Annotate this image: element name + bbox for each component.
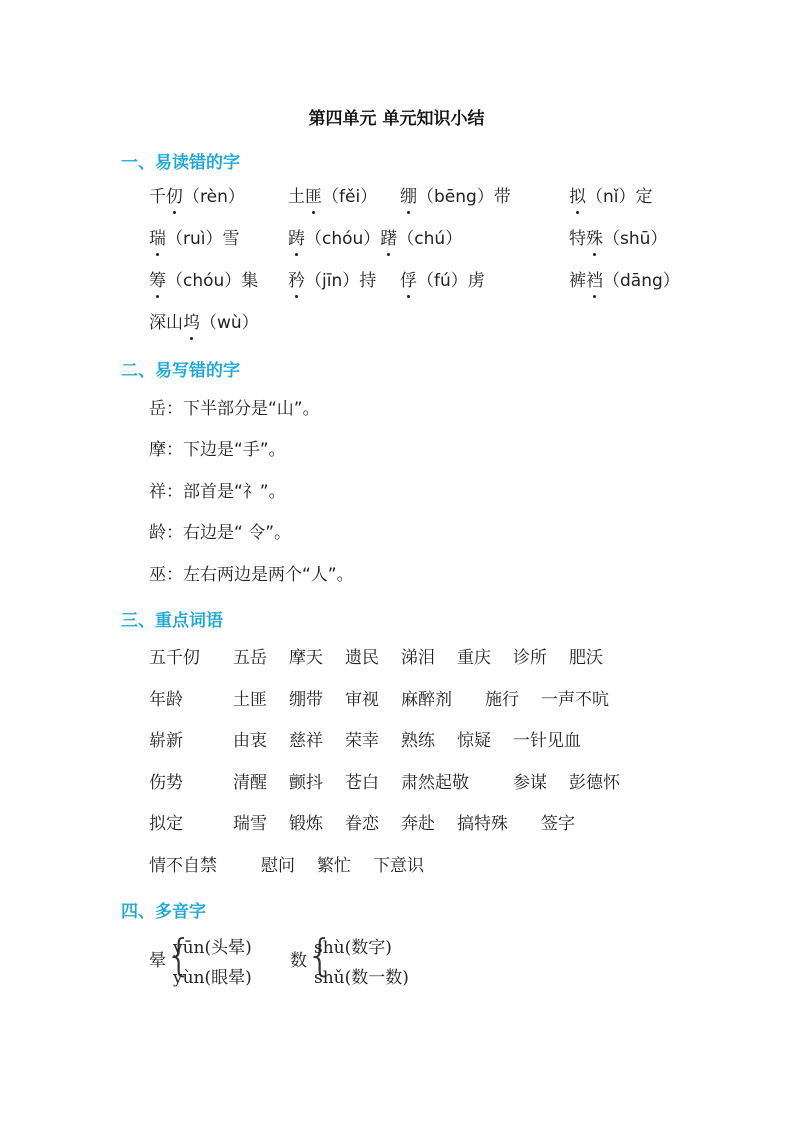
- word: 繁忙: [317, 856, 351, 876]
- word: 一针见血: [513, 731, 581, 751]
- word: 年龄: [149, 690, 183, 710]
- word: 颤抖: [289, 773, 323, 793]
- word: 搞特殊: [457, 814, 508, 834]
- word: 下意识: [373, 856, 424, 876]
- reading-item: 土匪（fěi）: [288, 187, 378, 207]
- polyphone-char: 晕: [149, 951, 166, 971]
- word: 慰问: [261, 856, 295, 876]
- word: 参谋: [513, 773, 547, 793]
- word: 惊疑: [457, 731, 491, 751]
- reading-item: 俘（fú）虏: [400, 271, 485, 291]
- word: 绷带: [289, 690, 323, 710]
- word: 情不自禁: [149, 856, 217, 876]
- brace: {: [165, 930, 193, 981]
- word: 苍白: [345, 773, 379, 793]
- polyphone-char: 数: [290, 951, 307, 971]
- word: 签字: [541, 814, 575, 834]
- word: 清醒: [233, 773, 267, 793]
- section-heading-words: 三、重点词语: [121, 611, 223, 631]
- writing-item: 巫：左右两边是两个“人”。: [149, 565, 354, 585]
- writing-item: 摩：下边是“手”。: [149, 440, 286, 460]
- word: 熟练: [401, 731, 435, 751]
- brace: {: [306, 930, 334, 981]
- word: 摩天: [289, 648, 323, 668]
- reading-item: 筹（chóu）集: [149, 271, 259, 291]
- reading-item: 深山坞（wù）: [149, 313, 259, 333]
- reading-item: 千仞（rèn）: [149, 187, 245, 207]
- section-heading-writing: 二、易写错的字: [121, 361, 240, 381]
- writing-item: 龄：右边是“ 令”。: [149, 523, 292, 543]
- page-title: 第四单元 单元知识小结: [308, 109, 485, 129]
- word: 一声不吭: [541, 690, 609, 710]
- reading-item: 绷（bēng）带: [400, 187, 511, 207]
- polyphone-item: [290, 930, 430, 986]
- word: 由衷: [233, 731, 267, 751]
- word: 锻炼: [289, 814, 323, 834]
- reading-item: 拟（nǐ）定: [569, 187, 653, 207]
- word: 五千仞: [149, 648, 200, 668]
- reading-item: 特殊（shū）: [569, 229, 668, 249]
- word: 肃然起敬: [401, 773, 469, 793]
- word: 审视: [345, 690, 379, 710]
- word: 瑞雪: [233, 814, 267, 834]
- word: 拟定: [149, 814, 183, 834]
- word: 重庆: [457, 648, 491, 668]
- word: 彭德怀: [569, 773, 620, 793]
- writing-item: 祥：部首是“礻”。: [149, 482, 286, 502]
- reading-item: 裤裆（dāng）: [569, 271, 680, 291]
- section-heading-reading: 一、易读错的字: [121, 153, 240, 173]
- word: 眷恋: [345, 814, 379, 834]
- word: 崭新: [149, 731, 183, 751]
- word: 麻醉剂: [401, 690, 452, 710]
- word: 荣幸: [345, 731, 379, 751]
- pinyin-reading: yūn(头晕): [173, 938, 252, 958]
- word: 五岳: [233, 648, 267, 668]
- word: 诊所: [513, 648, 547, 668]
- word: 肥沃: [569, 648, 603, 668]
- polyphone-item: [149, 930, 269, 986]
- word: 慈祥: [289, 731, 323, 751]
- pinyin-reading: yùn(眼晕): [173, 968, 252, 988]
- word: 遗民: [345, 648, 379, 668]
- reading-item: 踌（chóu）躇（chú）: [288, 229, 463, 249]
- writing-item: 岳：下半部分是“山”。: [149, 399, 320, 419]
- word: 伤势: [149, 773, 183, 793]
- pinyin-reading: shù(数字): [314, 938, 392, 958]
- word: 土匪: [233, 690, 267, 710]
- reading-item: 瑞（ruì）雪: [149, 229, 240, 249]
- word: 涕泪: [401, 648, 435, 668]
- section-heading-polyphones: 四、多音字: [121, 902, 206, 922]
- pinyin-reading: shǔ(数一数): [314, 968, 409, 988]
- reading-item: 矜（jīn）持: [288, 271, 377, 291]
- word: 施行: [485, 690, 519, 710]
- word: 奔赴: [401, 814, 435, 834]
